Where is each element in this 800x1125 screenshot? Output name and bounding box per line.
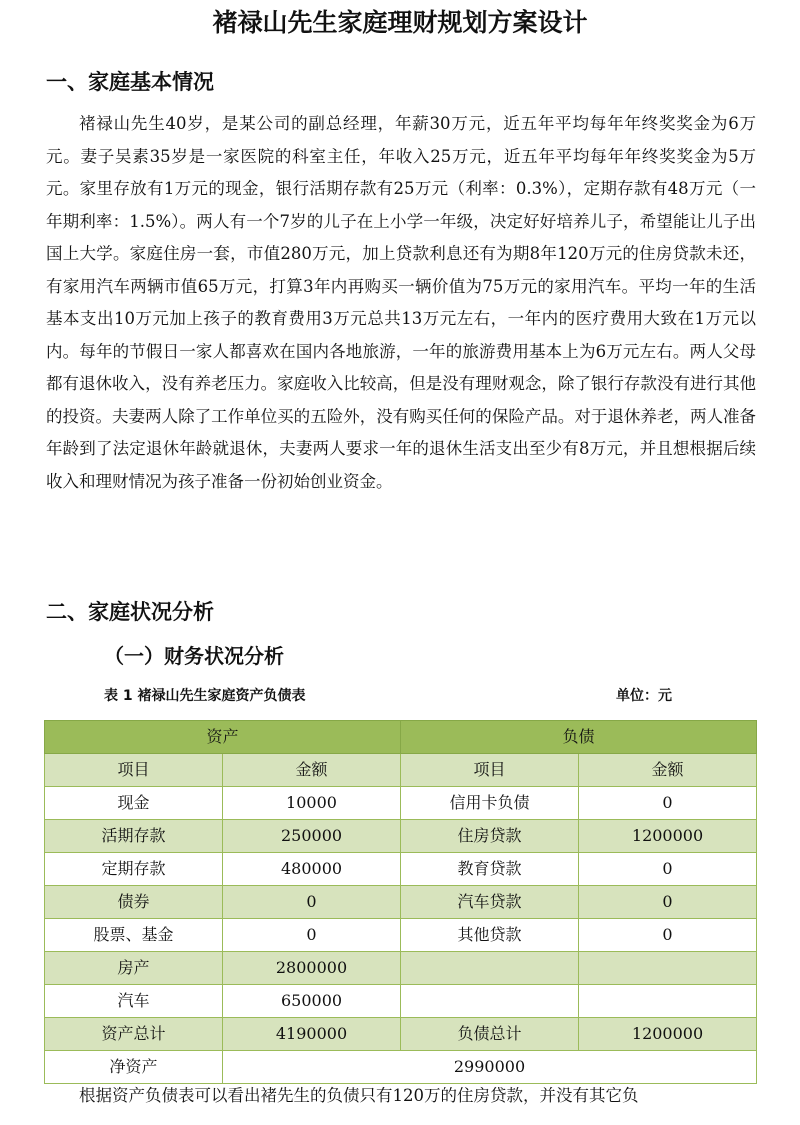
table-cell: 480000 (223, 853, 401, 886)
table-group-header-row (45, 721, 757, 754)
balance-sheet-table (44, 720, 757, 1084)
table-cell: 0 (579, 919, 757, 952)
table-cell: 10000 (223, 787, 401, 820)
table-cell: 其他贷款 (401, 919, 579, 952)
table-caption: 表 1 褚禄山先生家庭资产负债表 (104, 688, 306, 704)
table-row (45, 919, 757, 952)
document-title: 褚禄山先生家庭理财规划方案设计 (212, 8, 588, 37)
table-cell (579, 985, 757, 1018)
table-cell: 债券 (45, 886, 223, 919)
table-total-row (45, 1018, 757, 1051)
net-assets-label: 净资产 (45, 1051, 223, 1084)
table-cell: 住房贷款 (401, 820, 579, 853)
column-header: 金额 (579, 754, 757, 787)
liabilities-group-header: 负债 (401, 721, 757, 754)
table-cell: 1200000 (579, 820, 757, 853)
table-cell: 0 (579, 787, 757, 820)
table-cell: 信用卡负债 (401, 787, 579, 820)
table-cell (401, 985, 579, 1018)
table-cell (401, 952, 579, 985)
table-cell: 教育贷款 (401, 853, 579, 886)
table-unit: 单位：元 (616, 688, 672, 704)
column-header: 项目 (401, 754, 579, 787)
table-row (45, 886, 757, 919)
table-net-assets-row (45, 1051, 757, 1084)
table-cell: 汽车 (45, 985, 223, 1018)
table-cell: 4190000 (223, 1018, 401, 1051)
table-row (45, 853, 757, 886)
table-cell: 资产总计 (45, 1018, 223, 1051)
section-heading-family-basics: 一、家庭基本情况 (46, 70, 214, 94)
column-header: 项目 (45, 754, 223, 787)
table-cell: 0 (579, 853, 757, 886)
table-cell: 股票、基金 (45, 919, 223, 952)
column-header: 金额 (223, 754, 401, 787)
table-cell: 现金 (45, 787, 223, 820)
subsection-heading-financial-analysis: （一）财务状况分析 (104, 644, 284, 668)
table-cell: 负债总计 (401, 1018, 579, 1051)
table-cell: 定期存款 (45, 853, 223, 886)
table-cell: 1200000 (579, 1018, 757, 1051)
table-cell: 250000 (223, 820, 401, 853)
table-cell: 2800000 (223, 952, 401, 985)
table-cell: 0 (223, 919, 401, 952)
table-cell: 房产 (45, 952, 223, 985)
analysis-paragraph: 根据资产负债表可以看出褚先生的负债只有120万的住房贷款，并没有其它负 (79, 1086, 639, 1105)
table-row (45, 820, 757, 853)
table-row (45, 952, 757, 985)
table-cell: 0 (223, 886, 401, 919)
assets-group-header: 资产 (45, 721, 401, 754)
table-row (45, 985, 757, 1018)
table-column-header-row (45, 754, 757, 787)
table-cell: 活期存款 (45, 820, 223, 853)
table-cell: 0 (579, 886, 757, 919)
family-basics-paragraph: 褚禄山先生40岁，是某公司的副总经理，年薪30万元，近五年平均每年年终奖奖金为6万元。妻子吴素35岁是一家医院的科室主任，年收入25万元，近五年平均每年年终奖奖金为5万元。家里存放有1万元的现金，银行活期存款有25万元（利率：0.3%），定期存款有48万元（一年期利率：1.5%）。两人有一个7岁的儿子在上小学一年级，决定好好培养儿子，希望能让儿子出国上大学。家庭住房一套，市值280万元，加上贷款利息还有为期8年120万元的住房贷款未还，有家用汽车两辆市值65万元，打算3年内再购买一辆价值为75万元的家用汽车。平均一年的生活基本支出10万元加上孩子的教育费用3万元总共13万元左右，一年内的医疗费用大致在1万元以内。每年的节假日一家人都喜欢在国内各地旅游，一年的旅游费用基本上为6万元左右。两人父母都有退休收入，没有养老压力。家庭收入比较高，但是没有理财观念，除了银行存款没有进行其他的投资。夫妻两人除了工作单位买的五险外，没有购买任何的保险产品。对于退休养老，两人准备年龄到了法定退休年龄就退休，夫妻两人要求一年的退休生活支出至少有8万元，并且想根据后续收入和理财情况为孩子准备一份初始创业资金。 (46, 114, 756, 491)
net-assets-value: 2990000 (223, 1051, 757, 1084)
table-cell: 汽车贷款 (401, 886, 579, 919)
table-cell (579, 952, 757, 985)
table-cell: 650000 (223, 985, 401, 1018)
table-row (45, 787, 757, 820)
section-heading-family-analysis: 二、家庭状况分析 (46, 600, 214, 624)
